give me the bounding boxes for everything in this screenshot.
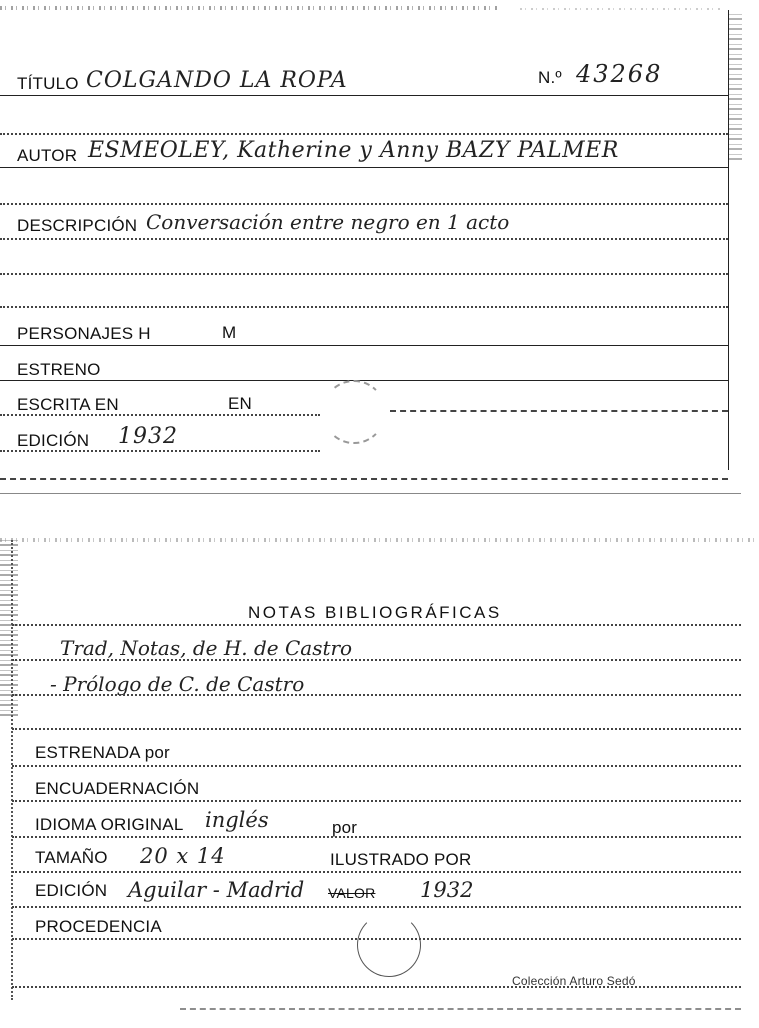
personajes-label: PERSONAJES H <box>17 324 151 343</box>
autor-label: AUTOR <box>17 146 78 165</box>
rule-tamano <box>12 871 741 873</box>
rule-1 <box>0 133 728 135</box>
scan-noise-left <box>0 536 18 716</box>
rule-5 <box>0 306 728 308</box>
numero-label: N.º <box>538 68 562 87</box>
idioma-por-label: por <box>332 818 358 837</box>
rule-2 <box>0 203 728 205</box>
coleccion-stamp: Colección Arturo Sedó <box>512 974 636 988</box>
note-2: - Prólogo de C. de Castro <box>50 672 305 696</box>
edicion-line <box>0 450 320 452</box>
autor-line <box>0 167 728 168</box>
rule-n2 <box>12 694 741 696</box>
personajes-m-label: M <box>222 323 237 342</box>
rule-n3 <box>12 728 741 730</box>
scan-noise-top-2 <box>0 538 759 542</box>
escrita-en-label: EN <box>228 394 253 413</box>
tamano-label: TAMAÑO <box>35 848 108 867</box>
tamano-value: 20 x 14 <box>140 844 226 868</box>
edicion2-value: Aguilar - Madrid <box>128 878 305 902</box>
descripcion-value: Conversación entre negro en 1 acto <box>146 210 510 234</box>
valor-label: VALOR <box>328 885 376 901</box>
titulo-line <box>0 95 728 96</box>
rule-edicion2 <box>12 906 741 908</box>
rule-idioma <box>12 836 741 838</box>
rule-n1 <box>12 659 741 661</box>
titulo-value: COLGANDO LA ROPA <box>86 68 348 93</box>
escrita-line <box>0 414 320 416</box>
rule-h <box>12 624 741 626</box>
encuadernacion-label: ENCUADERNACIÓN <box>35 779 200 798</box>
card-bottom <box>0 528 759 1028</box>
scan-noise-top-right <box>520 8 720 10</box>
note-1: Trad, Notas, de H. de Castro <box>60 636 353 660</box>
card-right-edge <box>728 10 729 470</box>
notas-heading: NOTAS BIBLIOGRÁFICAS <box>248 603 502 622</box>
rule-estrenada <box>12 765 741 767</box>
escrita-line-right <box>390 410 728 412</box>
descripcion-label: DESCRIPCIÓN <box>17 216 138 235</box>
punch-hole-top <box>322 380 386 444</box>
idioma-label: IDIOMA ORIGINAL <box>35 815 184 834</box>
rule-bottom <box>12 986 741 988</box>
ilustrado-label: ILUSTRADO POR <box>330 850 472 869</box>
autor-value: ESMEOLEY, Katherine y Anny BAZY PALMER <box>88 138 619 163</box>
card-bottom-edge <box>0 478 728 480</box>
edicion-value: 1932 <box>118 424 178 449</box>
escrita-label: ESCRITA EN <box>17 395 119 414</box>
numero-value: 43268 <box>576 60 663 88</box>
card2-left-edge <box>11 540 13 1000</box>
estrenada-label: ESTRENADA por <box>35 743 170 762</box>
scan-noise-right <box>728 10 742 160</box>
card2-bottom-edge <box>180 1008 741 1010</box>
rule-encuadernacion <box>12 800 741 802</box>
card-top <box>0 0 759 495</box>
rule-3 <box>0 238 728 240</box>
valor-value: 1932 <box>420 878 474 902</box>
procedencia-label: PROCEDENCIA <box>35 917 162 936</box>
card-separator <box>0 493 741 494</box>
scan-noise-top <box>0 6 500 10</box>
titulo-label: TÍTULO <box>17 74 79 93</box>
rule-4 <box>0 273 728 275</box>
edicion-label: EDICIÓN <box>17 431 90 450</box>
punch-hole-bottom <box>357 913 421 977</box>
estreno-label: ESTRENO <box>17 360 101 379</box>
personajes-line <box>0 345 728 346</box>
idioma-value: inglés <box>205 808 269 832</box>
edicion2-label: EDICIÓN <box>35 881 108 900</box>
